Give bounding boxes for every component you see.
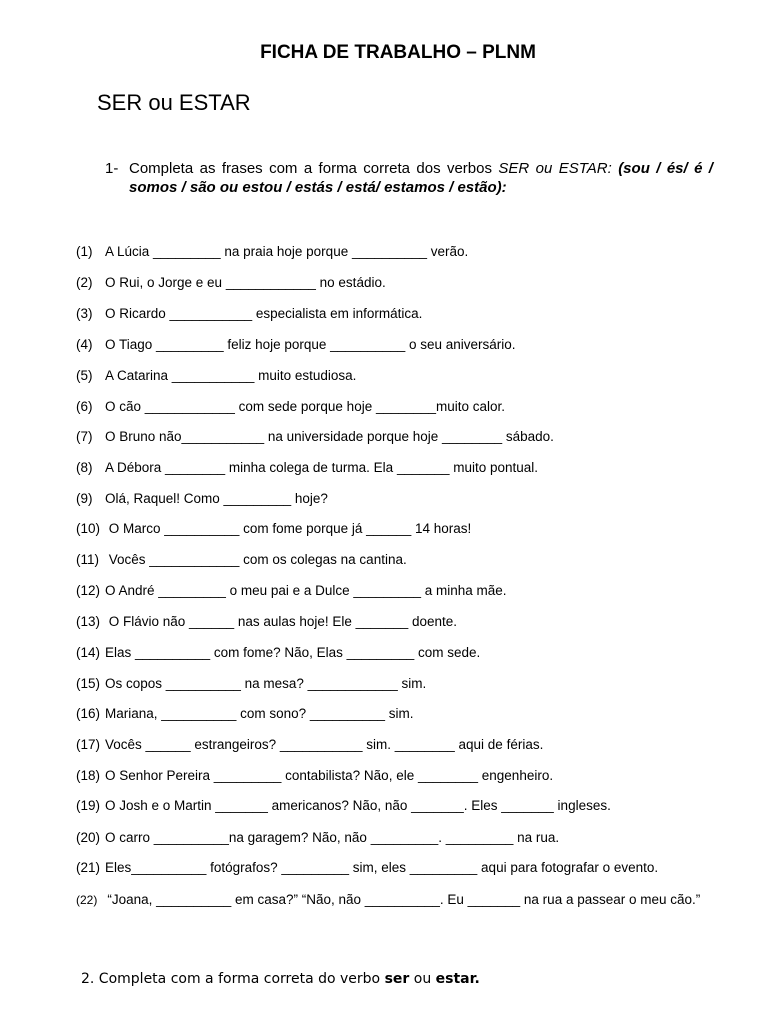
item-number: (20) (76, 830, 101, 845)
list-item (76, 706, 413, 721)
item-number: (9) (76, 491, 93, 506)
instruction-number: 1- (105, 160, 119, 177)
item-text: O Josh e o Martin _______ americanos? Não, não _______. Eles _______ ingleses. (105, 798, 611, 813)
item-text: Mariana, __________ com sono? __________ sim. (105, 706, 414, 721)
list-item (76, 244, 468, 259)
item-text: A Lúcia _________ na praia hoje porque __________ verão. (105, 244, 469, 259)
item-number: (5) (76, 368, 93, 383)
list-item (76, 306, 422, 321)
exercise-2-verb-estar: estar. (435, 971, 480, 987)
worksheet-subtitle: SER ou ESTAR (97, 90, 251, 115)
item-text: O Flávio não ______ nas aulas hoje! Ele _______ doente. (105, 614, 458, 629)
item-number: (15) (76, 676, 101, 691)
worksheet-title: FICHA DE TRABALHO – PLNM (260, 42, 536, 63)
item-number: (14) (76, 645, 101, 660)
item-number: (17) (76, 737, 101, 752)
list-item (76, 521, 471, 536)
list-item (76, 399, 505, 414)
list-item (76, 491, 328, 506)
instruction-text: Completa as frases com a forma correta dos verbos (129, 160, 499, 177)
item-number: (2) (76, 275, 93, 290)
item-number: (12) (76, 583, 101, 598)
item-text: O André _________ o meu pai e a Dulce _________ a minha mãe. (105, 583, 507, 598)
item-text: O Rui, o Jorge e eu ____________ no estádio. (105, 275, 386, 290)
item-number: (1) (76, 244, 93, 259)
list-item (76, 737, 543, 752)
list-item (76, 368, 356, 383)
item-text: Olá, Raquel! Como _________ hoje? (105, 491, 328, 506)
item-number: (10) (76, 521, 101, 536)
item-number: (8) (76, 460, 93, 475)
item-text: Os copos __________ na mesa? ____________ sim. (105, 676, 427, 691)
item-text: “Joana, __________ em casa?” “Não, não __________. Eu _______ na rua a passear o meu cão.” (107, 892, 701, 907)
item-text: A Débora ________ minha colega de turma. Ela _______ muito pontual. (105, 460, 539, 475)
list-item (76, 860, 658, 875)
list-item (76, 884, 713, 916)
list-item (76, 798, 611, 813)
item-number: (18) (76, 768, 101, 783)
exercise-2-text: 2. Completa com a forma correta do verbo (81, 971, 385, 987)
instruction-verbs: SER ou ESTAR: (498, 160, 612, 177)
item-text: O cão ____________ com sede porque hoje ________muito calor. (105, 399, 506, 414)
list-item (76, 614, 457, 629)
item-number: (19) (76, 798, 101, 813)
list-item (76, 830, 559, 845)
exercise-1-instruction (105, 159, 713, 197)
item-number: (13) (76, 614, 101, 629)
exercise-2-instruction (81, 971, 480, 987)
item-number: (3) (76, 306, 93, 321)
item-text: Vocês ______ estrangeiros? ___________ sim. ________ aqui de férias. (105, 737, 544, 752)
item-text: Vocês ____________ com os colegas na cantina. (105, 552, 407, 567)
list-item (76, 275, 386, 290)
list-item (76, 552, 407, 567)
list-item (76, 429, 554, 444)
item-number: (16) (76, 706, 101, 721)
instruction-options: (sou / és/ é / somos / são ou estou / estás / está/ estamos / estão): (129, 160, 713, 196)
item-text: O carro __________na garagem? Não, não _________. _________ na rua. (105, 830, 560, 845)
list-item (76, 337, 516, 352)
list-item (76, 460, 538, 475)
item-number: (21) (76, 860, 101, 875)
item-text: O Marco __________ com fome porque já ______ 14 horas! (105, 521, 472, 536)
instruction-body (129, 159, 713, 197)
item-number: (6) (76, 399, 93, 414)
item-number: (4) (76, 337, 93, 352)
list-item (76, 676, 426, 691)
item-text: O Ricardo ___________ especialista em informática. (105, 306, 423, 321)
item-number: (7) (76, 429, 93, 444)
item-number: (11) (76, 552, 100, 567)
exercise-2-connector: ou (409, 971, 436, 987)
item-text: O Bruno não___________ na universidade porque hoje ________ sábado. (105, 429, 554, 444)
item-text: O Tiago _________ feliz hoje porque __________ o seu aniversário. (105, 337, 516, 352)
list-item (76, 583, 507, 598)
item-text: O Senhor Pereira _________ contabilista? Não, ele ________ engenheiro. (105, 768, 554, 783)
item-text: Elas __________ com fome? Não, Elas _________ com sede. (105, 645, 481, 660)
item-number: (22) (76, 893, 98, 907)
exercise-2-verb-ser: ser (384, 971, 410, 987)
list-item (76, 645, 480, 660)
list-item (76, 768, 553, 783)
item-text: A Catarina ___________ muito estudiosa. (105, 368, 357, 383)
item-text: Eles__________ fotógrafos? _________ sim, eles _________ aqui para fotografar o evento. (105, 860, 659, 875)
